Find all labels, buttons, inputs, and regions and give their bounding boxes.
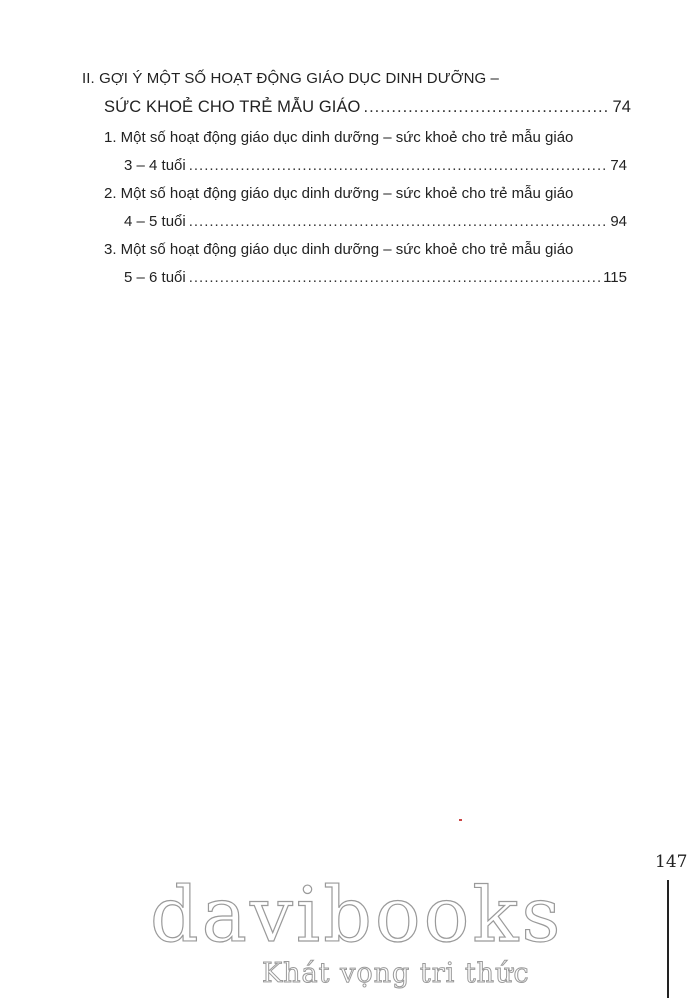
watermark-logo: davibooks [150, 870, 564, 959]
toc-item-age: 4 – 5 tuổi [124, 213, 186, 230]
toc-section-entry[interactable] [104, 98, 631, 117]
dot-leader [189, 269, 600, 286]
toc-item-entry[interactable] [124, 213, 627, 230]
toc-item-age: 3 – 4 tuổi [124, 157, 186, 174]
scan-speck [459, 819, 462, 821]
dot-leader [364, 98, 610, 117]
toc-item-age: 5 – 6 tuổi [124, 269, 186, 286]
dot-leader [189, 213, 608, 230]
toc-item-title: 1. Một số hoạt động giáo dục dinh dưỡng – sức khoẻ cho trẻ mẫu giáo [104, 129, 574, 146]
toc-page-number: 115 [603, 269, 627, 286]
toc-page-number: 74 [610, 157, 627, 174]
toc-item-title: 2. Một số hoạt động giáo dục dinh dưỡng – sức khoẻ cho trẻ mẫu giáo [104, 185, 574, 202]
toc-page-number: 94 [610, 213, 627, 230]
toc-section-title: II. GỢI Ý MỘT SỐ HOẠT ĐỘNG GIÁO DỤC DINH DƯỠNG – [82, 70, 499, 87]
toc-item-entry[interactable] [124, 157, 627, 174]
page-number: 147 [655, 852, 688, 872]
toc-page-number: 74 [612, 98, 631, 116]
watermark-tagline: Khát vọng tri thức [262, 958, 530, 989]
toc-item-title: 3. Một số hoạt động giáo dục dinh dưỡng – sức khoẻ cho trẻ mẫu giáo [104, 241, 574, 258]
toc-item-entry[interactable] [124, 269, 627, 286]
margin-rule [667, 880, 669, 998]
toc-section-subtitle: SỨC KHOẺ CHO TRẺ MẪU GIÁO [104, 98, 361, 116]
dot-leader [189, 157, 608, 174]
